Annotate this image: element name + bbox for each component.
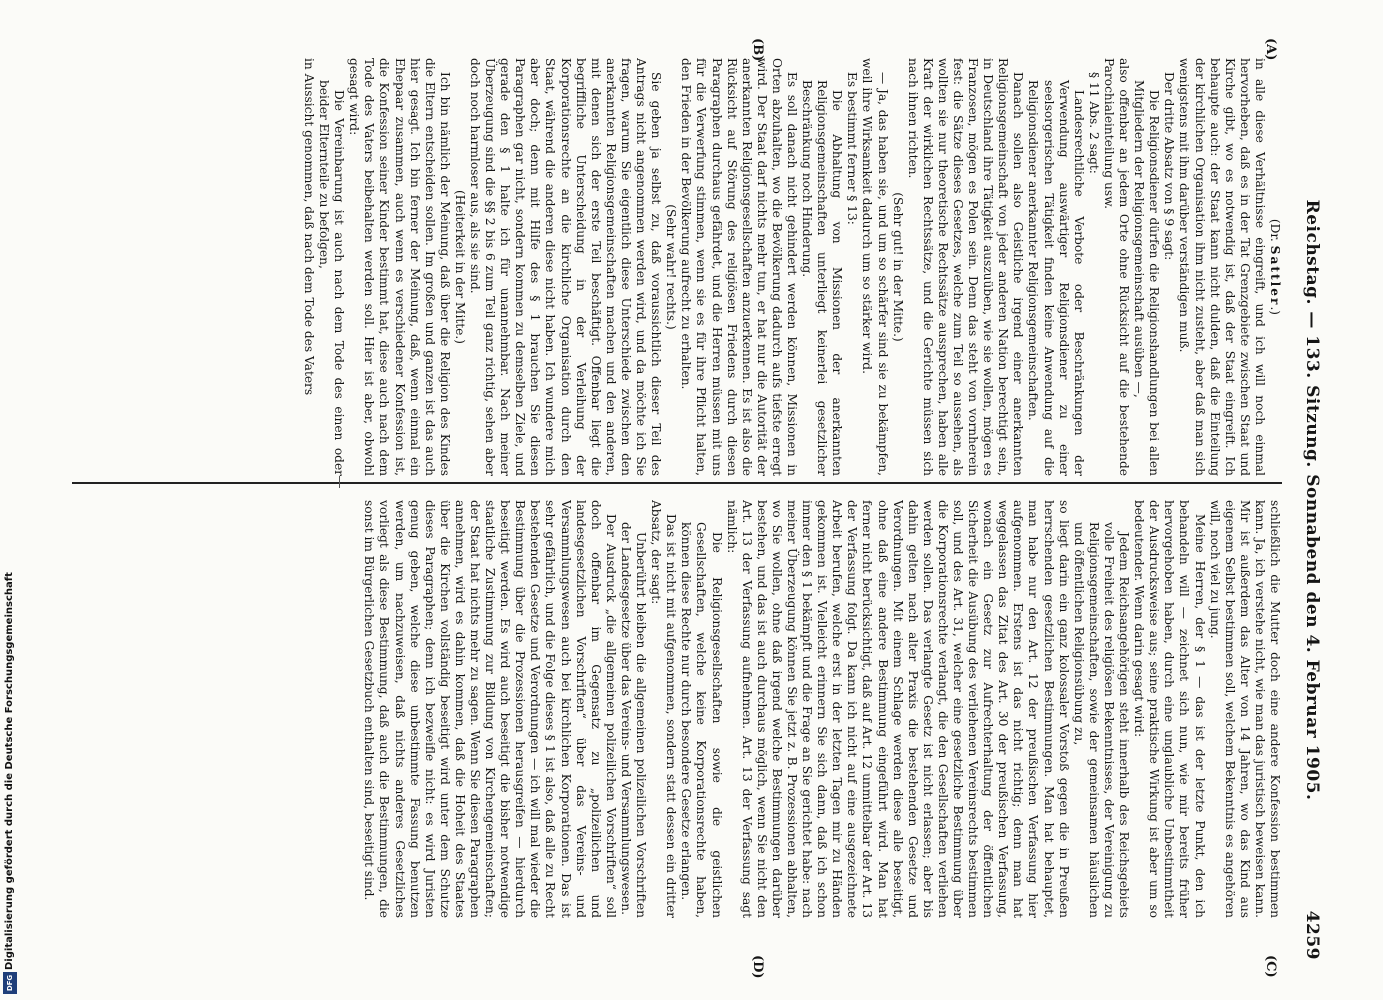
speaker-close: .): [1268, 306, 1282, 316]
margin-marker-a: (A): [1263, 38, 1278, 61]
quotation: Die Vereinbarung ist auch nach dem Tode des einen oder beider Elternteile zu befolgen,: [317, 80, 347, 476]
text-column-right: [72, 500, 1282, 918]
quotation: Die Abhaltung von Missionen der anerkannten Religionsgemeinschaften unterliegt keinerlei gesetzlicher Beschränkung noch Hinderung.: [800, 80, 845, 476]
paragraph: Meine Herren, der § 1 — das ist der letzte Punkt, den ich behandeln will — zeichnet sich nun, wie mir bereits früher hervorgehoben haben, durch eine unglaubliche Unbestimmtheit der Ausdrucksweise aus; seine praktische Wirkung ist aber um so bedeutender. Wenn darin gesagt wird:: [1132, 500, 1207, 918]
footer-text: Digitalisierung gefördert durch die Deutsche Forschungsgemeinschaft: [4, 572, 15, 970]
interjection: (Sehr wahr! rechts.): [664, 204, 679, 330]
text-column-left: [72, 58, 1282, 476]
quotation: Unberührt bleiben die allgemeinen polizeilichen Vorschriften der Landesgesetze über das Vereins- und Versammlungswesen.: [618, 522, 649, 918]
interjection: (Sehr gut! in der Mitte.): [890, 192, 905, 342]
paragraph: Danach sollen also Geistliche irgend einer anerkannten Religionsgemeinschaft von jeder anderen Nation berechtigt sein, in Deutschland ihre Tätigkeit auszuüben, wie sie wollen, mögen es Franzosen, mögen es Polen sein. Denn das steht von vornherein fest: die Sätze dieses Gesetzes, welche zum Teil so aussehen, als wollten sie nur theoretische Rechtssätze aussprechen, haben alle Kraft der wirklichen Rechtssätze, und die Gerichte müssen sich nach ihnen richten.: [905, 58, 1026, 476]
digitization-footer: [1, 0, 19, 1000]
quotation: Jedem Reichsangehörigen steht innerhalb des Reichsgebiets volle Freiheit des religiösen Bekenntnisses, der Vereinigung zu Religionsgemeinschaften, sowie der gemeinsamen häuslichen und öffentlichen Religionsübung zu,: [1071, 522, 1132, 918]
paragraph: Es soll danach nicht gehindert werden können, Missionen in Orten abzuhalten, wo die Bevölkerung dadurch aufs tiefste erregt wird. Der Staat darf nichts mehr tun, er hat nur die Autorität der anerkannten Religionsgesellschaften anzuerkennen. Es ist also die Rücksicht auf Störung des religiösen Friedens durch diesen Paragraphen durchaus gefährdet, und die Herren müssen mit uns für die Verwerfung stimmen, wenn sie es für ihre Pflicht halten, den Frieden in der Bevölkerung aufrecht zu erhalten.: [679, 58, 799, 476]
paragraph: so liegt darin ein ganz kolossaler Vorstoß gegen die in Preußen herrschenden gesetzlichen Bestimmungen. Man hat behauptet, man habe nur den Art. 12 der preußischen Verfassung hier aufgenommen. Erstens ist das nicht richtig; denn man hat weggelassen das Zitat des Art. 30 der preußischen Verfassung, wonach ein Gesetz zur Aufrechterhaltung der öffentlichen Sicherheit die Ausübung des verliehenen Vereinsrechts bestimmen soll, und des Art. 31, welcher eine gesetzliche Bestimmung über die Korporationsrechte verlangt, die den Gesellschaften verliehen werden sollen. Das verlangte Gesetz ist nicht erlassen; aber bis dahin gelten nach alter Praxis die bestehenden Gesetze und Verordnungen. Mit einem Schlage werden diese alle beseitigt, ohne daß eine andere Bestimmung eingeführt wird. Man hat ferner nicht berücksichtigt, daß auf Art. 12 unmittelbar der Art. 13 der Verfassung folgt. Da kann ich nicht auf eine ausgezeichnete Arbeit berufen, welche erst in der letzten Tagen mir zu Händen gekommen ist. Vielleicht erinnern Sie sich dann, daß ich schon immer den § 1 bekämpft und die Frage an Sie gerichtet habe: nach meiner Überzeugung können Sie jetzt z. B. Prozessionen abhalten, wo Sie wollen, ohne daß irgend welche Bestimmungen darüber bestehen, und das ist auch durchaus möglich, wenn Sie nicht den Art. 13 der Verfassung aufnehmen. Art. 13 der Verfassung sagt nämlich:: [724, 500, 1071, 918]
paragraph: also offenbar an jedem Orte ohne Rücksicht auf die bestehende Parochialeinteilung usw.: [1101, 58, 1132, 476]
paragraph: Der Ausdruck „die allgemeinen polizeilichen Vorschriften“ soll doch offenbar im Gegensatz zu „polizeilichen und landesgesetzlichen Vorschriften“ über das Vereins- und Versammlungswesen auch bei kirchlichen Korporationen. Das ist sehr gefährlich, und die Folge dieses § 1 ist also, daß alle zu Recht bestehenden Gesetze und Verordnungen — ich will mal wieder die Bestimmung über die Prozessionen herausgreifen — hierdurch beseitigt werden. Es wird auch beseitigt die bisher notwendige staatliche Zustimmung zur Bildung von Kirchengemeinschaften; der Staat hat nichts mehr zu sagen. Wenn Sie diesen Paragraphen annehmen, wird es dahin kommen, daß die Hoheit des Staates über die Kirchen vollständig beseitigt wird unter dem Schutze dieses Paragraphen; denn ich bezweifle nicht: es wird Juristen genug geben, welche diese unbestimmte Fassung benutzen werden, um nachzuweisen, daß nichts anderes Gesetzliches vorliegt als diese Bestimmung, daß auch die Bestimmungen, die sonst im Bürgerlichen Gesetzbuch enthalten sind, beseitigt sind.: [362, 500, 618, 918]
paragraph: Ich bin nämlich der Meinung, daß über die Religion des Kindes die Eltern entscheiden sollen. Im großen und ganzen ist das auch hier gesagt. Ich bin ferner der Meinung, daß, wenn einmal ein Ehepaar zusammen, auch wenn es verschiedener Konfession ist, die Konfession seiner Kinder bestimmt hat, diese auch nach dem Tode des Vaters beibehalten werden soll. Hier ist aber, obwohl gesagt wird:: [347, 58, 452, 476]
interjection: (Heiterkeit in der Mitte.): [452, 189, 467, 345]
rotated-printed-page: [40, 0, 1340, 1000]
paragraph: Sie geben ja selbst zu, daß voraussichtlich dieser Teil des Antrags nicht angenommen werden wird, und da möchte ich Sie fragen, warum Sie eigentlich diese Unterschiede zwischen den anerkannten Religionsgemeinschaften machen und den anderen, mit denen sich der erste Teil beschäftigt. Offenbar liegt die begriffliche Unterscheidung in der Verleihung der Korporationsrechte an die kirchliche Organisation durch den Staat, während die anderen diese nicht haben. Ich wundere mich aber doch; denn mit Hilfe des § 1 brauchen Sie diesen Paragraphen gar nicht, sondern kommen zu demselben Ziele, und gerade den § 1 halte ich für unannehmbar. Nach meiner Überzeugung sind die §§ 2 bis 6 zum Teil ganz richtig, sehen aber doch noch harmloser aus, als sie sind.: [468, 58, 664, 476]
paragraph: Der dritte Absatz von § 9 sagt:: [1162, 72, 1177, 261]
paragraph: in alle diese Verhältnisse eingreift, und ich will noch einmal hervorheben, daß es in der Tat Grenzgebiete zwischen Staat und Kirche gibt, wo es notwendig ist, daß der Staat eingreift. Ich behaupte auch: der Staat kann nicht dulden, daß die Einteilung der kirchlichen Organisation ihm nicht zusteht, aber daß man sich wenigstens mit ihm darüber verständigen muß.: [1177, 58, 1267, 476]
margin-marker-d: (D): [750, 955, 765, 979]
page-number: 4259: [1302, 910, 1322, 960]
paragraph: — Ja, das haben sie, und um so schärfer sind sie zu bekämpfen, weil ihre Wirksamkeit dadurch um so stärker wird.: [860, 58, 890, 476]
paragraph: schließlich die Mutter doch eine andere Konfession bestimmen kann. Ja, ich verstehe nicht, wie man das juristisch beweisen kann. Mir ist außerdem das Alter von 14 Jahren, wo das Kind aus eigenem Selbst bestimmen soll, welchem Bekenntnis es angehören will, noch viel zu jung.: [1207, 500, 1282, 918]
dfg-logo-icon: [3, 972, 17, 994]
paragraph: in Aussicht genommen, daß nach dem Tode des Vaters: [302, 58, 316, 396]
quotation: Die Religionsgesellschaften sowie die geistlichen Gesellschaften, welche keine Korporationsrechte haben, können diese Rechte nur durch besondere Gesetze erlangen.: [679, 522, 724, 918]
margin-marker-c: (C): [1263, 955, 1278, 978]
speaker-open: (Dr.: [1268, 218, 1282, 242]
column-divider-tick: [339, 476, 340, 488]
margin-marker-b: (B): [750, 38, 765, 62]
logo-text: DFG: [6, 974, 14, 992]
column-divider: [72, 482, 1282, 484]
paragraph: § 11 Abs. 2 sagt:: [1086, 72, 1101, 174]
running-header: [1292, 40, 1322, 960]
quotation: Landesrechtliche Verbote oder Beschränkungen der Verwendung auswärtiger Religionsdiener zu einer seelsorgerischen Tätigkeit finden keine Anwendung auf die Religionsdiener anerkannter Religionsgemeinschaften.: [1026, 80, 1086, 476]
paragraph: Es bestimmt ferner § 13:: [845, 72, 860, 225]
speaker-name: Sattler: [1268, 245, 1282, 307]
quotation: Die Religionsdiener dürfen die Religionshandlungen bei allen Mitgliedern der Religionsgemeinschaft ausüben —,: [1132, 80, 1162, 476]
header-title: Reichstag. — 133. Sitzung. Sonnabend den 4. Februar 1905.: [1302, 199, 1322, 801]
paragraph: Das ist nicht mit aufgenommen, sondern statt dessen ein dritter Absatz, der sagt:: [649, 500, 679, 918]
speaker-attribution: [1267, 58, 1282, 476]
